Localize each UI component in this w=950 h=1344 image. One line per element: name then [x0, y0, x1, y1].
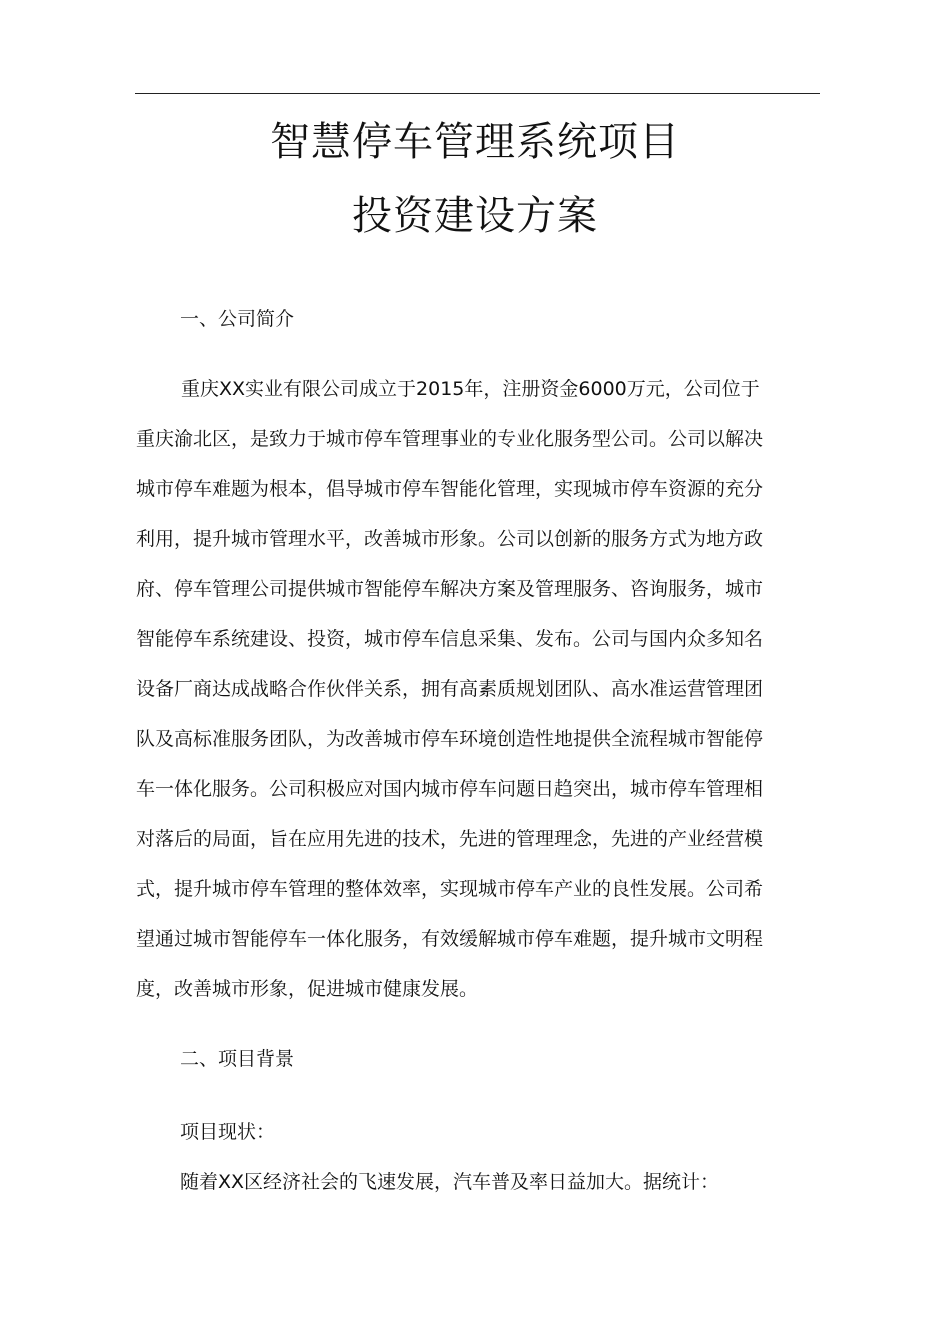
paragraph-line: 式，提升城市停车管理的整体效率，实现城市停车产业的良性发展。公司希 [136, 878, 764, 900]
subheading-project-status: 项目现状： [180, 1121, 276, 1143]
project-status-intro: 随着XX区经济社会的飞速发展，汽车普及率日益加大。据统计： [180, 1171, 720, 1193]
paragraph-line: 府、停车管理公司提供城市智能停车解决方案及管理服务、咨询服务，城市 [136, 578, 764, 600]
paragraph-line: 望通过城市智能停车一体化服务，有效缓解城市停车难题，提升城市文明程 [136, 928, 764, 950]
document-title-line1: 智慧停车管理系统项目 [270, 119, 680, 165]
section-heading-project-background: 二、项目背景 [180, 1048, 295, 1070]
section-heading-company-intro: 一、公司简介 [180, 308, 295, 330]
paragraph-line: 度，改善城市形象，促进城市健康发展。 [136, 978, 479, 1000]
paragraph-line: 利用，提升城市管理水平，改善城市形象。公司以创新的服务方式为地方政 [136, 528, 764, 550]
company-intro-paragraph [136, 364, 820, 1014]
paragraph-line: 智能停车系统建设、投资，城市停车信息采集、发布。公司与国内众多知名 [136, 628, 764, 650]
header-rule [135, 93, 820, 94]
paragraph-line: 重庆渝北区，是致力于城市停车管理事业的专业化服务型公司。公司以解决 [136, 428, 764, 450]
paragraph-line: 对落后的局面，旨在应用先进的技术，先进的管理理念，先进的产业经营模 [136, 828, 764, 850]
document-title-line2: 投资建设方案 [352, 193, 598, 239]
paragraph-line: 重庆XX实业有限公司成立于2015年，注册资金6000万元，公司位于 [181, 378, 760, 400]
paragraph-line: 城市停车难题为根本，倡导城市停车智能化管理，实现城市停车资源的充分 [136, 478, 764, 500]
paragraph-line: 队及高标准服务团队，为改善城市停车环境创造性地提供全流程城市智能停 [136, 728, 764, 750]
paragraph-line: 设备厂商达成战略合作伙伴关系，拥有高素质规划团队、高水准运营管理团 [136, 678, 764, 700]
paragraph-line: 车一体化服务。公司积极应对国内城市停车问题日趋突出，城市停车管理相 [136, 778, 764, 800]
